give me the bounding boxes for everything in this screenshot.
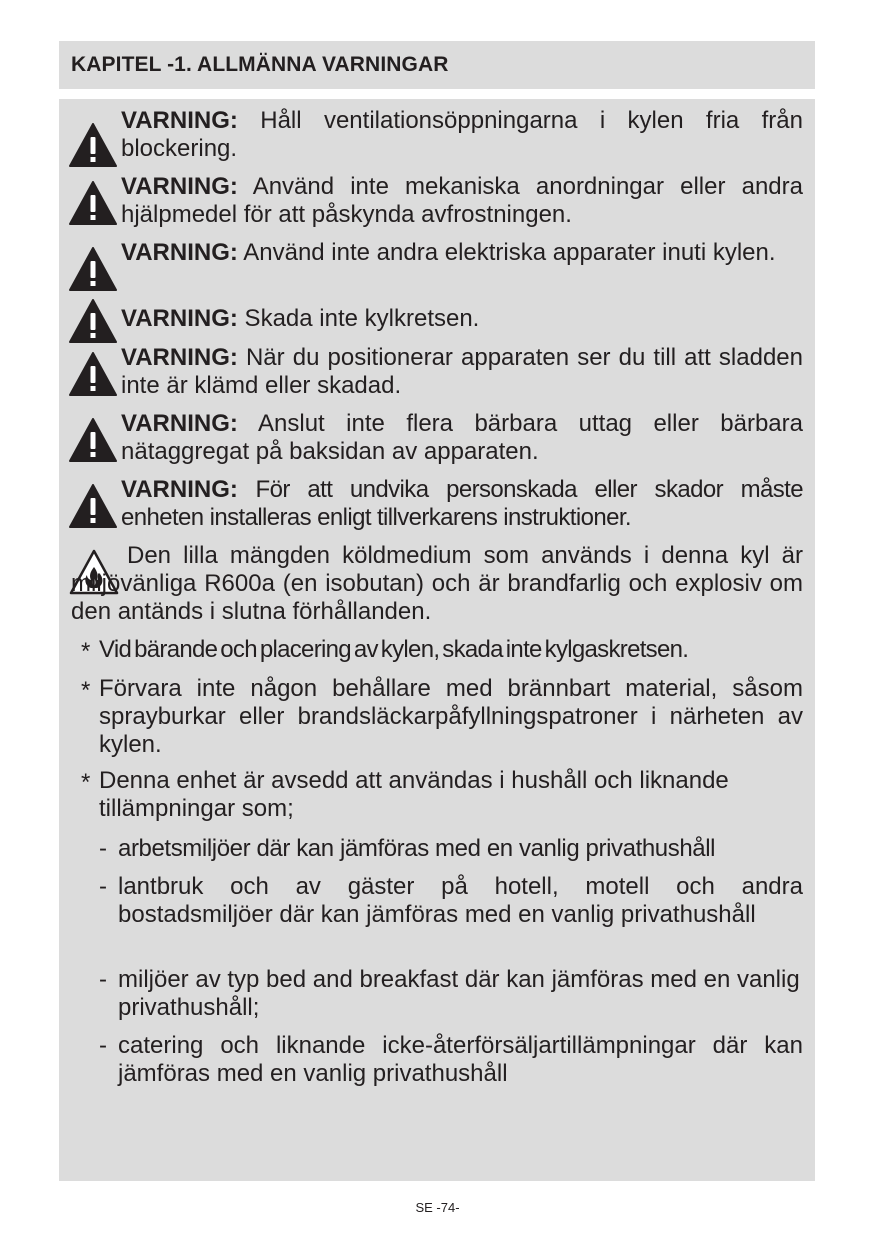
- warning-triangle-icon: [69, 484, 117, 528]
- warning-triangle-icon: [69, 123, 117, 167]
- bullet-item: Denna enhet är avsedd att användas i hushåll och liknande tillämpningar som;: [99, 767, 729, 822]
- warning-label: VARNING:: [121, 410, 238, 437]
- chapter-title: KAPITEL -1. ALLMÄNNA VARNINGAR: [71, 53, 449, 76]
- bullet-marker: *: [81, 769, 91, 796]
- subitem-marker: -: [99, 835, 107, 862]
- warning-text: Använd inte mekaniska anordningar eller andra hjälpmedel för att påskynda avfrostningen.: [121, 173, 803, 228]
- warning-label: VARNING:: [121, 476, 238, 503]
- page-number: SE -74-: [415, 1200, 460, 1215]
- warning-label: VARNING:: [121, 305, 238, 332]
- chapter-header: [59, 41, 815, 89]
- warning-text: För att undvika personskada eller skador måste enheten installeras enligt tillverkarens instruktioner.: [121, 476, 803, 531]
- warning-label: VARNING:: [121, 344, 238, 371]
- flammable-note: Den lilla mängden köldmedium som används i denna kyl är miljövänliga R600a (en isobutan) och är brandfarlig och explosiv om den antänds i slutna förhållanden.: [71, 542, 803, 625]
- warning-label: VARNING:: [121, 239, 238, 266]
- warning-text: Använd inte andra elektriska apparater inuti kylen.: [237, 239, 776, 266]
- subitem-marker: -: [99, 1032, 107, 1059]
- warning-text: När du positionerar apparaten ser du till att sladden inte är klämd eller skadad.: [121, 344, 803, 399]
- subitem: arbetsmiljöer där kan jämföras med en vanlig privathushåll: [118, 835, 716, 862]
- warning-label: VARNING:: [121, 107, 238, 134]
- warning-triangle-icon: [69, 181, 117, 225]
- warning-triangle-icon: [69, 418, 117, 462]
- subitem: catering och liknande icke-återförsäljartillämpningar där kan jämföras med en vanlig privathushåll: [118, 1032, 803, 1087]
- bullet-item: Vid bärande och placering av kylen, skada inte kylgaskretsen.: [99, 636, 689, 663]
- subitem-marker: -: [99, 873, 107, 900]
- subitem: lantbruk och av gäster på hotell, motell och andra bostadsmiljöer där kan jämföras med en vanlig privathushåll: [118, 873, 803, 928]
- subitem-marker: -: [99, 966, 107, 993]
- warning-triangle-icon: [69, 299, 117, 343]
- bullet-item: Förvara inte någon behållare med brännbart material, såsom sprayburkar eller brandsläckarpåfyllningspatroner i närheten av kylen.: [99, 675, 803, 758]
- warning-text: Anslut inte flera bärbara uttag eller bärbara nätaggregat på baksidan av apparaten.: [121, 410, 803, 465]
- warnings-panel: [59, 99, 815, 1181]
- warning-triangle-icon: [69, 247, 117, 291]
- bullet-marker: *: [81, 638, 91, 665]
- subitem: miljöer av typ bed and breakfast där kan jämföras med en vanlig privathushåll;: [118, 966, 800, 1021]
- warning-text: Håll ventilationsöppningarna i kylen fria från blockering.: [121, 107, 803, 162]
- warning-label: VARNING:: [121, 173, 238, 200]
- bullet-marker: *: [81, 677, 91, 704]
- warning-text: Skada inte kylkretsen.: [237, 305, 480, 332]
- warning-triangle-icon: [69, 352, 117, 396]
